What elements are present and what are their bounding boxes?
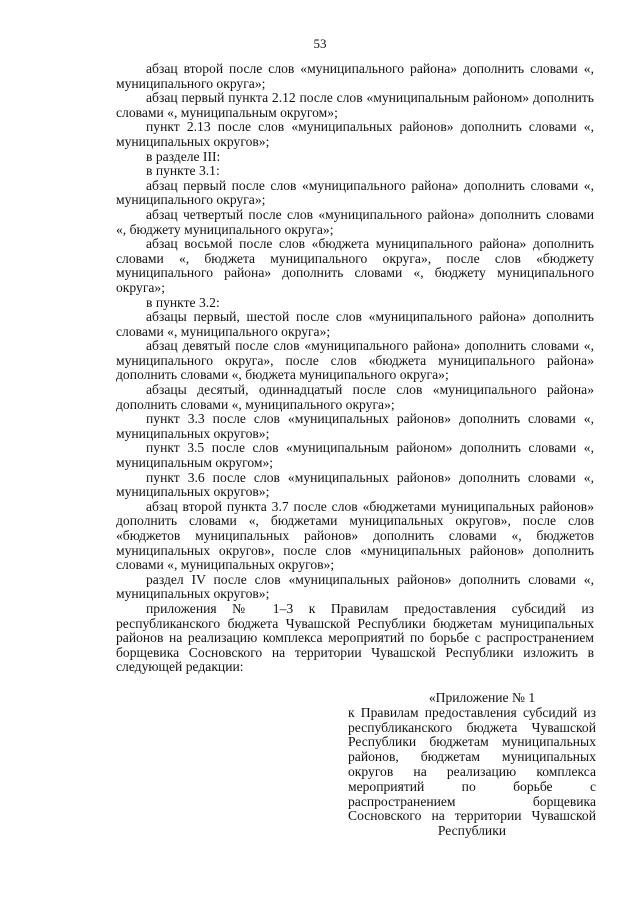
paragraph: абзац восьмой после слов «бюджета муниципального района» дополнить словами «, бюджета муниципального округа», после слов «бюджету муниципального района» дополнить словами «, бюджету муниципального округа»; bbox=[116, 236, 594, 295]
paragraph: абзац четвертый после слов «муниципального района» дополнить словами «, бюджету муниципального округа»; bbox=[116, 206, 594, 237]
paragraph: абзац второй после слов «муниципального района» дополнить словами «, муниципального округа»; bbox=[116, 61, 594, 91]
paragraph: пункт 3.5 после слов «муниципальным районом» дополнить словами «, муниципальным округом»; bbox=[116, 440, 594, 471]
appendix-subtitle: к Правилам предоставления субсидий из республиканского бюджета Чувашской Республики бюджетам муниципальных районов, бюджетам муниципальных округов на реализацию комплекса мероприятий по борьбе с распространением борщевика Сосновского на территории Чувашской Республики bbox=[348, 704, 596, 839]
appendix-heading bbox=[348, 691, 596, 839]
paragraph: пункт 2.13 после слов «муниципальных районов» дополнить словами «, муниципальных округов»; bbox=[116, 119, 594, 149]
paragraph: пункт 3.3 после слов «муниципальных районов» дополнить словами «, муниципальных округов»; bbox=[116, 411, 594, 441]
appendix-title: «Приложение № 1 bbox=[428, 690, 536, 705]
paragraph: абзац первый пункта 2.12 после слов «муниципальным районом» дополнить словами «, муниципальным округом»; bbox=[116, 90, 594, 120]
paragraph: в разделе III: bbox=[146, 148, 221, 164]
paragraph: абзац девятый после слов «муниципального района» дополнить словами «, муниципального округа», после слов «бюджета муниципального района» дополнить словами «, бюджета муниципального округа»; bbox=[116, 338, 594, 383]
paragraph: в пункте 3.1: bbox=[146, 163, 220, 179]
paragraph: абзац второй пункта 3.7 после слов «бюджетами муниципальных районов» дополнить словами «, бюджетами муниципальных округов», после слов «бюджетов муниципальных районов» дополнить словами «, бюджетов муниципальных округов», после слов «муниципальных районов» дополнить словами «, муниципальных округов»; bbox=[116, 498, 594, 573]
paragraph: абзацы первый, шестой после слов «муниципального района» дополнить словами «, муниципального округа»; bbox=[116, 309, 594, 339]
paragraph: абзацы десятый, одиннадцатый после слов «муниципального района» дополнить словами «, муниципального округа»; bbox=[116, 382, 594, 412]
paragraph: в пункте 3.2: bbox=[146, 294, 220, 310]
paragraph: абзац первый после слов «муниципального района» дополнить словами «, муниципального округа»; bbox=[116, 177, 594, 208]
paragraph: раздел IV после слов «муниципальных районов» дополнить словами «, муниципальных округов»; bbox=[116, 571, 594, 602]
document-body bbox=[116, 62, 594, 675]
page-number: 53 bbox=[313, 36, 327, 51]
paragraph: пункт 3.6 после слов «муниципальных районов» дополнить словами «, муниципальных округов»; bbox=[116, 469, 594, 500]
paragraph: приложения № 1–3 к Правилам предоставления субсидий из республиканского бюджета Чувашской Республики бюджетам муниципальных районов на реализацию комплекса мероприятий по борьбе с распространением борщевика Сосновского на территории Чувашской Республики изложить в следующей редакции: bbox=[116, 600, 594, 675]
